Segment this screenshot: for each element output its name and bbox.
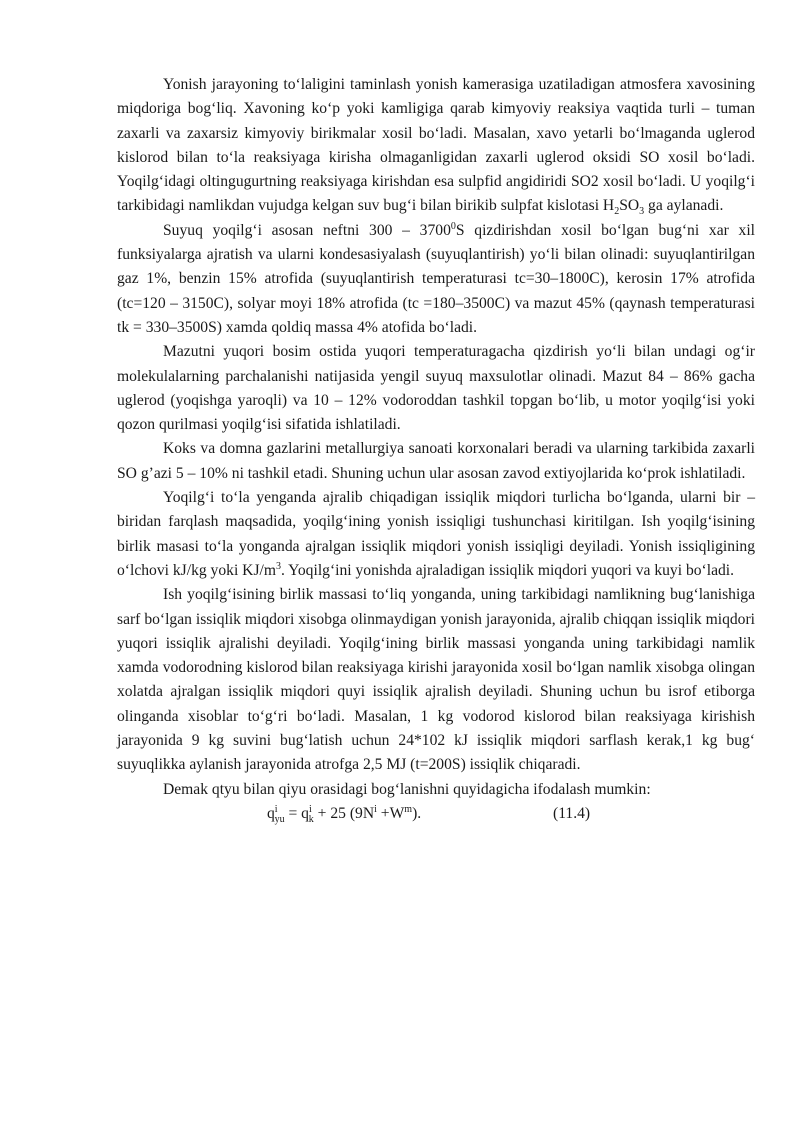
paragraph-5-text: Yoqilg‘i to‘la yenganda ajralib chiqadigan issiqlik miqdori turlicha bo‘lganda, ularni bir – biridan farqlash maqsadida, yoqilg‘ining yonish issiqligi tushunchasi kiritilgan. Ish yoqilg‘isining birlik masasi to‘la yonganda ajralgan issiqlik miqdori yonish issiqligi deyiladi. Yonish issiqligining o‘lchovi kJ/kg yoki KJ/m [117,489,755,579]
subscript: 2 [614,206,620,218]
paragraph-5-tail: . Yoqilg‘ini yonishda ajraladigan issiqlik miqdori yuqori va kuyi bo‘ladi. [280,561,735,579]
paragraph-1-text: Yonish jarayoning to‘laligini taminlash yonish kamerasiga uzatiladigan atmosfera xavosining miqdoriga bog‘liq. Xavoning ko‘p yoki kamligiga qarab kimyoviy reaksiya vaqtida turli – tuman zaxarli va zaxarsiz kimyoviy birikmalar xosil bo‘ladi. Masalan, xavo yetarli bo‘lmaganda uglerod kislorod bilan to‘la reaksiyaga kirisha olmaganligidan zaxarli uglerod oksidi SO xosil bo‘ladi. Yoqilg‘idagi oltingugurtning reaksiyaga kirishdan esa sulpfid angidiridi SO2 xosil bo‘ladi. U yoqilg‘i tarkibidagi namlikdan vujudga kelgan suv bug‘i bilan birikib sulpfat kislotasi H [117,76,755,215]
paragraph-2-text: Suyuq yoqilg‘i asosan neftni 300 – 3700 [163,221,451,239]
paragraph-2 [117,219,755,340]
paragraph-2-tail: S qizdirishdan xosil bo‘lgan bug‘ni xar xil funksiyalarga ajratish va ularni kondesasiyalash (suyuqlantirish) yo‘li bilan olinadi: suyuqlantirilgan gaz 1%, benzin 15% atrofida (suyuqlantirish temperaturasi tc=30–1800C), kerosin 17% atrofida (tc=120 – 3150C), solyar moyi 18% atrofida (tc =180–3500C) va mazut 45% (qaynash temperaturasi tk = 330–3500S) xamda qoldiq massa 4% atofida bo‘ladi. [117,221,755,336]
paragraph-6: Ish yoqilg‘isining birlik massasi to‘liq yonganda, uning tarkibidagi namlikning bug‘lanishiga sarf bo‘lgan issiqlik miqdori xisobga olinmaydigan yonish jarayonida, ajralib chiqqan issiqlik miqdori yuqori issiqlik ajralishi deyiladi. Yoqilg‘ining birlik massasi yonganda uning tarkibidagi namlik xamda vodorodning kislorod bilan reaksiyaga kirishi jarayonida xosil bo‘lgan namlik xisobga olingan xolatda ajralgan issiqlik miqdori quyi issiqlik ajralish deyiladi. Shuning uchun bu isrof etiborga olinganda xisoblar to‘g‘ri bo‘ladi. Masalan, 1 kg vodorod kislorod bilan reaksiyaga kirishish jarayonida 9 kg suvini bug‘latish uchun 24*102 kJ issiqlik miqdori sarflash kerak,1 kg bug‘ suyuqlikka aylanish jarayonida atrofga 2,5 MJ (t=200S) issiqlik chiqaradi. [117,586,755,774]
paragraph-3: Mazutni yuqori bosim ostida yuqori temperaturagacha qizdirish yo‘li bilan undagi og‘ir molekulalarning parchalanishi natijasida yengil suyuq maxsulotlar olinadi. Mazut 84 – 86% gacha uglerod (yoqishga yaroqli) va 10 – 12% vodoroddan tashkil topgan bo‘lib, u motor yoqilg‘isi yoki qozon qurilmasi yoqilg‘isi sifatida ishlatiladi. [117,343,755,434]
equation-number: (11.4) [553,804,591,822]
equation-expression: $q^i_{yu} = q^i_k + 25$ $(9N^i +W^m)$. [267,803,422,826]
paragraph-1 [117,73,755,219]
superscript: 3 [275,560,281,572]
formula-text: SO [619,197,640,215]
superscript: 0 [450,220,456,232]
equation-11-4 [117,802,755,828]
paragraph-4: Koks va domna gazlarini metallurgiya sanoati korxonalari beradi va ularning tarkibida zaxarli SO g’azi 5 – 10% ni tashkil etadi. Shuning uchun ular asosan zavod extiyojlarida ko‘prok ishlatiladi. [117,440,755,482]
document-page [117,73,755,828]
subscript: 3 [639,206,645,218]
paragraph-7: Demak qtyu bilan qiyu orasidagi bog‘lanishni quyidagicha ifodalash mumkin: [163,780,651,798]
paragraph-5 [117,486,755,583]
paragraph-1-tail: ga aylanadi. [644,197,724,215]
